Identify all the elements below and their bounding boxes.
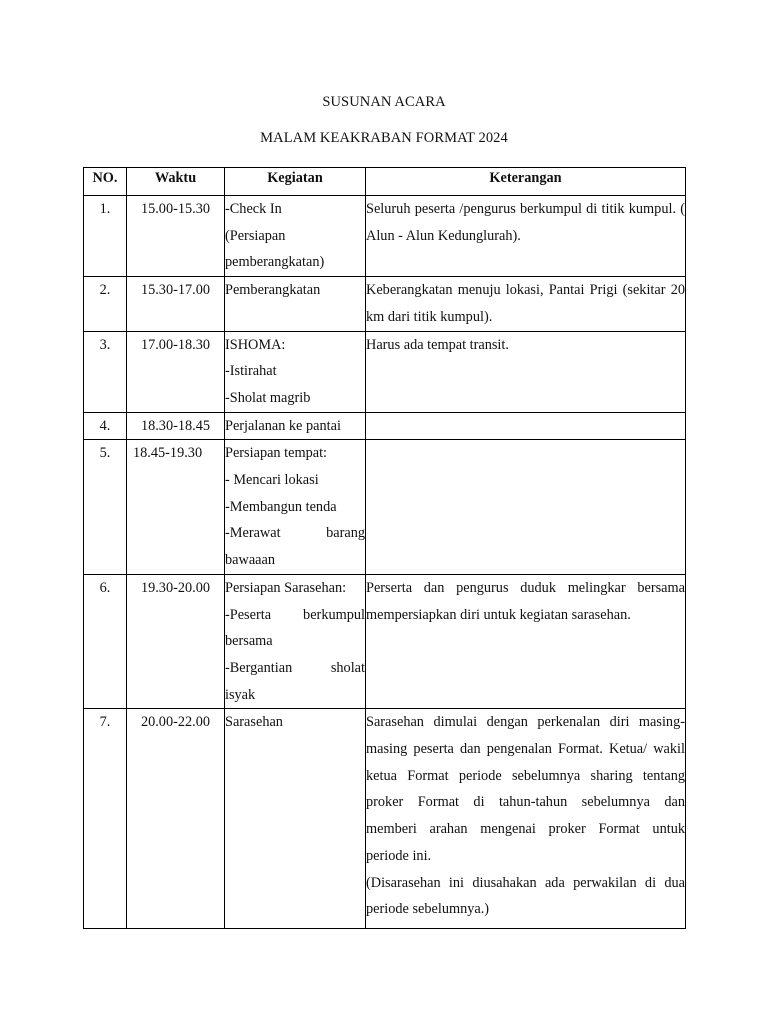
row-kegiatan bbox=[225, 331, 366, 412]
header-kegiatan: Kegiatan bbox=[225, 168, 366, 196]
kegiatan-line: -Membangun tenda bbox=[225, 498, 337, 515]
kegiatan-line: Sarasehan bbox=[225, 714, 283, 731]
kegiatan-line: -Check In bbox=[225, 201, 282, 217]
row-keterangan bbox=[366, 440, 686, 575]
kegiatan-line: Persiapan Sarasehan: bbox=[225, 579, 347, 596]
keterangan-text: Sarasehan dimulai dengan perkenalan diri masing-masing peserta dan pengenalan Format. Ketua/ wakil ketua Format periode sebelumnya sharing tentang proker Format di tahun-tahun sebelumnya dan memberi arahan mengenai proker Format untuk periode ini. bbox=[366, 714, 685, 864]
table-row bbox=[84, 277, 686, 331]
kegiatan-line: Pemberangkatan bbox=[225, 282, 321, 299]
row-waktu: 15.30-17.00 bbox=[127, 277, 225, 331]
row-waktu: 20.00-22.00 bbox=[127, 709, 225, 929]
row-keterangan: Seluruh peserta /pengurus berkumpul di titik kumpul. ( Alun - Alun Kedunglurah). bbox=[366, 196, 686, 277]
kegiatan-line: bawaaan bbox=[225, 552, 276, 569]
kegiatan-line: ISHOMA: bbox=[225, 336, 286, 353]
keterangan-note: (Disarasehan ini diusahakan ada perwakilan di dua periode sebelumnya.) bbox=[366, 874, 685, 918]
row-keterangan bbox=[366, 412, 686, 440]
kegiatan-line: isyak bbox=[225, 686, 256, 703]
row-keterangan: Keberangkatan menuju lokasi, Pantai Prigi (sekitar 20 km dari titik kumpul). bbox=[366, 277, 686, 331]
table-row bbox=[84, 709, 686, 929]
row-keterangan: Perserta dan pengurus duduk melingkar bersama mempersiapkan diri untuk kegiatan sarasehan. bbox=[366, 574, 686, 709]
row-no: 3. bbox=[84, 331, 127, 412]
schedule-table bbox=[83, 167, 686, 929]
row-kegiatan bbox=[225, 412, 366, 440]
kegiatan-line: -Peserta berkumpul bbox=[225, 606, 365, 623]
table-row bbox=[84, 412, 686, 440]
kegiatan-line: Perjalanan ke pantai bbox=[225, 417, 341, 434]
header-no: NO. bbox=[84, 168, 127, 196]
kegiatan-line: -Sholat magrib bbox=[225, 389, 311, 406]
row-waktu: 15.00-15.30 bbox=[127, 196, 225, 277]
table-row bbox=[84, 196, 686, 277]
header-keterangan: Keterangan bbox=[366, 168, 686, 196]
table-row bbox=[84, 440, 686, 575]
row-waktu: 18.30-18.45 bbox=[127, 412, 225, 440]
row-no: 4. bbox=[84, 412, 127, 440]
document-subtitle: MALAM KEAKRABAN FORMAT 2024 bbox=[260, 130, 508, 146]
kegiatan-line: Persiapan tempat: bbox=[225, 445, 328, 462]
row-waktu: 18.45-19.30 bbox=[127, 440, 225, 575]
row-keterangan: Harus ada tempat transit. bbox=[366, 331, 686, 412]
kegiatan-line: - Mencari lokasi bbox=[225, 472, 319, 489]
kegiatan-line: pemberangkatan) bbox=[225, 254, 325, 271]
document-title: SUSUNAN ACARA bbox=[322, 94, 446, 110]
row-kegiatan bbox=[225, 277, 366, 331]
kegiatan-line: -Bergantian sholat bbox=[225, 659, 365, 676]
header-waktu: Waktu bbox=[127, 168, 225, 196]
row-no: 2. bbox=[84, 277, 127, 331]
row-kegiatan bbox=[225, 709, 366, 929]
table-header-row bbox=[84, 168, 686, 196]
kegiatan-line: -Merawat barang bbox=[225, 525, 365, 542]
kegiatan-line: bersama bbox=[225, 633, 273, 650]
row-no: 7. bbox=[84, 709, 127, 929]
row-kegiatan bbox=[225, 574, 366, 709]
row-kegiatan bbox=[225, 196, 366, 277]
row-waktu: 17.00-18.30 bbox=[127, 331, 225, 412]
row-waktu: 19.30-20.00 bbox=[127, 574, 225, 709]
table-row bbox=[84, 574, 686, 709]
table-row bbox=[84, 331, 686, 412]
kegiatan-line: (Persiapan bbox=[225, 227, 286, 244]
row-keterangan bbox=[366, 709, 686, 929]
row-no: 5. bbox=[84, 440, 127, 575]
row-no: 6. bbox=[84, 574, 127, 709]
kegiatan-line: -Istirahat bbox=[225, 363, 277, 380]
row-no: 1. bbox=[84, 196, 127, 277]
row-kegiatan bbox=[225, 440, 366, 575]
